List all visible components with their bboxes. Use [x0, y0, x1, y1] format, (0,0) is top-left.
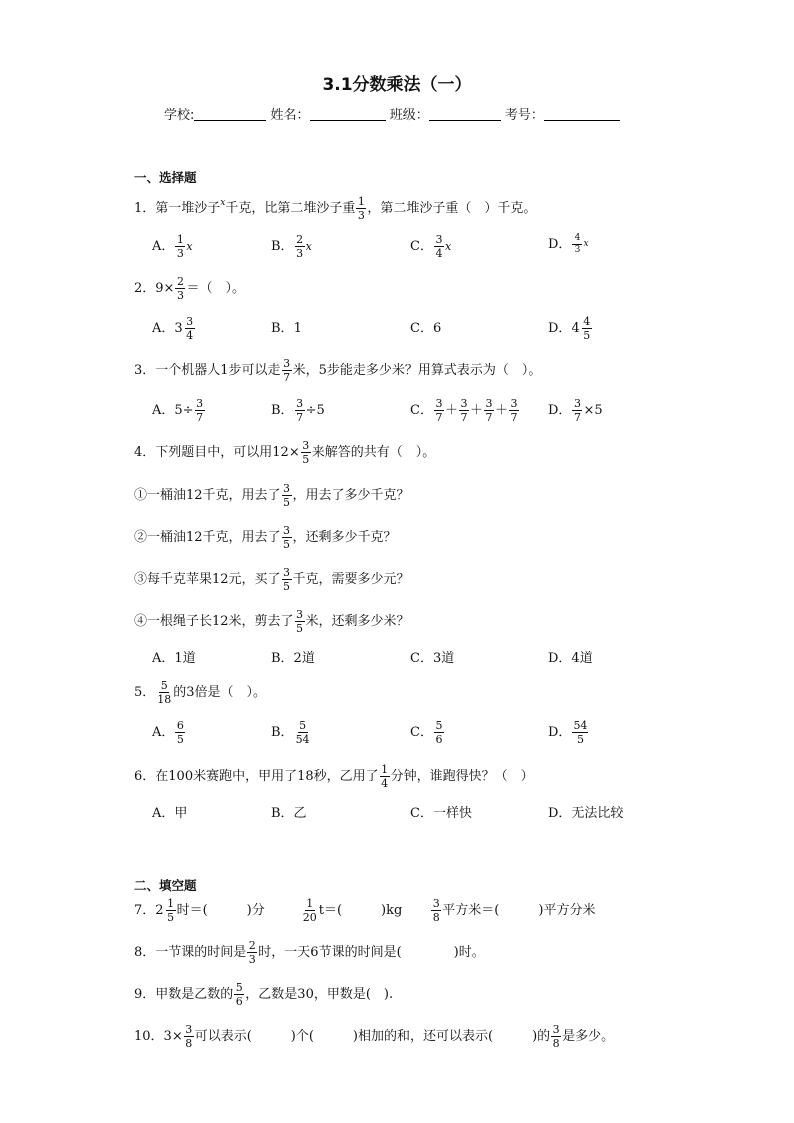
option-5-c[interactable]: C． $\frac{5}{6}$	[410, 719, 443, 746]
question-number: 8．	[134, 945, 156, 960]
exam-number-blank[interactable]	[544, 106, 620, 121]
option-2-c[interactable]: C． 6	[410, 321, 442, 336]
question-text: 分钟，谁跑得快？（ ）	[390, 769, 534, 784]
question-2	[134, 276, 245, 301]
question-text: ，乙数是30，甲数是( ).	[245, 987, 394, 1002]
question-4-item-2: ②一桶油12千克，用去了 $\frac{3}{5}$ ，还剩多少千克？	[134, 524, 397, 551]
fraction: $\frac{3}{8}$	[552, 1023, 560, 1050]
question-text: 3×	[163, 1029, 183, 1044]
fraction: $\frac{1}{4}$	[381, 763, 389, 790]
question-8	[134, 940, 485, 965]
option-3-d[interactable]: D． $\frac{3}{7}$ ×5	[548, 397, 603, 424]
question-1	[134, 196, 536, 221]
fraction: $\frac{2}{3}$	[176, 275, 184, 302]
exam-number-label: 考号：	[504, 108, 544, 123]
page-title: 3.1分数乘法（一）	[322, 75, 472, 95]
question-4	[134, 440, 435, 465]
question-text: ，第二堆沙子重（ ）千克。	[367, 201, 537, 216]
name-label: 姓名：	[270, 108, 310, 123]
option-3-b[interactable]: B． $\frac{3}{7}$ ÷5	[271, 397, 325, 424]
question-4-item-3: ③每千克苹果12元，买了 $\frac{3}{5}$ 千克，需要多少元？	[134, 566, 410, 593]
option-4-b[interactable]: B．2道	[271, 651, 315, 666]
question-text: 米，5步能走多少米？用算式表示为（ ）。	[292, 363, 542, 378]
question-text: t＝( )kg	[318, 903, 403, 918]
question-text: 可以表示( )个( )相加的和，还可以表示( )的	[194, 1029, 551, 1044]
question-number: 9．	[134, 987, 156, 1002]
school-label: 学校:	[164, 108, 195, 123]
question-number: 10．	[134, 1029, 164, 1044]
class-blank[interactable]	[429, 106, 501, 121]
option-3-c[interactable]: C． $\frac{3}{7}$ ＋ $\frac{3}{7}$ ＋ $\frac{3}{7}$ ＋ $\frac{3}{7}$	[410, 397, 518, 424]
question-number: 4．	[134, 445, 156, 460]
question-7	[134, 898, 595, 923]
option-4-d[interactable]: D．4道	[548, 651, 593, 666]
variable-x: x	[220, 198, 226, 208]
class-label: 班级：	[389, 108, 429, 123]
question-10	[134, 1024, 614, 1049]
option-2-b[interactable]: B． 1	[271, 321, 302, 336]
question-text: 一个机器人1步可以走	[155, 363, 281, 378]
option-5-a[interactable]: A． $\frac{6}{5}$	[152, 719, 184, 746]
question-number: 2．	[134, 281, 156, 296]
question-number: 6．	[134, 769, 156, 784]
option-6-b[interactable]: B．乙	[271, 806, 307, 821]
option-4-a[interactable]: A．1道	[152, 651, 196, 666]
fraction: $\frac{3}{7}$	[283, 357, 291, 384]
question-text: 甲数是乙数的	[155, 987, 234, 1002]
option-2-a[interactable]: A． 3 $\frac{3}{4}$	[152, 315, 194, 342]
section-fill-in-blank: 二、填空题	[134, 878, 197, 893]
fraction: $\frac{5}{18}$	[157, 679, 172, 706]
option-1-c[interactable]: C． $\frac{3}{4}$ x	[410, 233, 452, 260]
question-text: 是多少。	[562, 1029, 615, 1044]
question-text: 下列题目中，可以用12×	[155, 445, 300, 460]
option-4-c[interactable]: C．3道	[410, 651, 455, 666]
question-text: 的3倍是（ ）。	[173, 685, 267, 700]
fraction: $\frac{1}{5}$	[167, 897, 175, 924]
name-blank[interactable]	[310, 106, 386, 121]
question-6	[134, 764, 534, 789]
question-4-item-1: ①一桶油12千克，用去了 $\frac{3}{5}$ ，用去了多少千克？	[134, 482, 410, 509]
option-5-d[interactable]: D． $\frac{54}{5}$	[548, 719, 588, 746]
question-number: 3．	[134, 363, 156, 378]
question-text: 第一堆沙子	[155, 201, 221, 216]
question-9	[134, 982, 393, 1007]
option-1-a[interactable]: A． $\frac{1}{3}$ x	[152, 233, 193, 260]
question-text: 千克，比第二堆沙子重	[225, 201, 356, 216]
question-text: 平方米＝( )平方分米	[442, 903, 596, 918]
option-1-b[interactable]: B． $\frac{2}{3}$ x	[271, 233, 312, 260]
question-5	[134, 680, 266, 705]
question-text: 时，一天6节课的时间是( )时。	[258, 945, 485, 960]
option-6-c[interactable]: C．一样快	[410, 806, 472, 821]
option-6-d[interactable]: D．无法比较	[548, 806, 624, 821]
option-2-d[interactable]: D． 4 $\frac{4}{5}$	[548, 315, 591, 342]
question-number: 1．	[134, 201, 156, 216]
option-5-b[interactable]: B． $\frac{5}{54}$	[271, 719, 310, 746]
fraction: $\frac{2}{3}$	[248, 939, 256, 966]
question-text: ＝（ ）。	[186, 281, 245, 296]
question-3	[134, 358, 541, 383]
fraction: $\frac{3}{8}$	[185, 1023, 193, 1050]
option-3-a[interactable]: A． 5÷ $\frac{3}{7}$	[152, 397, 204, 424]
question-number: 5．	[134, 685, 156, 700]
option-1-d[interactable]: D． $\frac{4}{3}$ x	[548, 233, 589, 255]
fraction: $\frac{1}{20}$	[302, 897, 317, 924]
school-blank[interactable]	[194, 106, 266, 121]
section-multiple-choice: 一、选择题	[134, 170, 197, 185]
question-text: 来解答的共有（ ）。	[311, 445, 436, 460]
fraction: $\frac{3}{8}$	[432, 897, 440, 924]
fraction: $\frac{1}{3}$	[357, 195, 365, 222]
question-4-item-4: ④一根绳子长12米，剪去了 $\frac{3}{5}$ 米，还剩多少米？	[134, 608, 410, 635]
fraction: $\frac{3}{5}$	[302, 439, 310, 466]
option-6-a[interactable]: A．甲	[152, 806, 188, 821]
student-info-line	[164, 104, 620, 123]
question-number: 7．	[134, 903, 156, 918]
whole-number: 2	[155, 903, 164, 918]
question-text: 在100米赛跑中，甲用了18秒，乙用了	[155, 769, 379, 784]
question-text: 9×	[155, 281, 175, 296]
question-text: 时＝( )分	[176, 903, 265, 918]
fraction: $\frac{5}{6}$	[235, 981, 243, 1008]
question-text: 一节课的时间是	[155, 945, 247, 960]
